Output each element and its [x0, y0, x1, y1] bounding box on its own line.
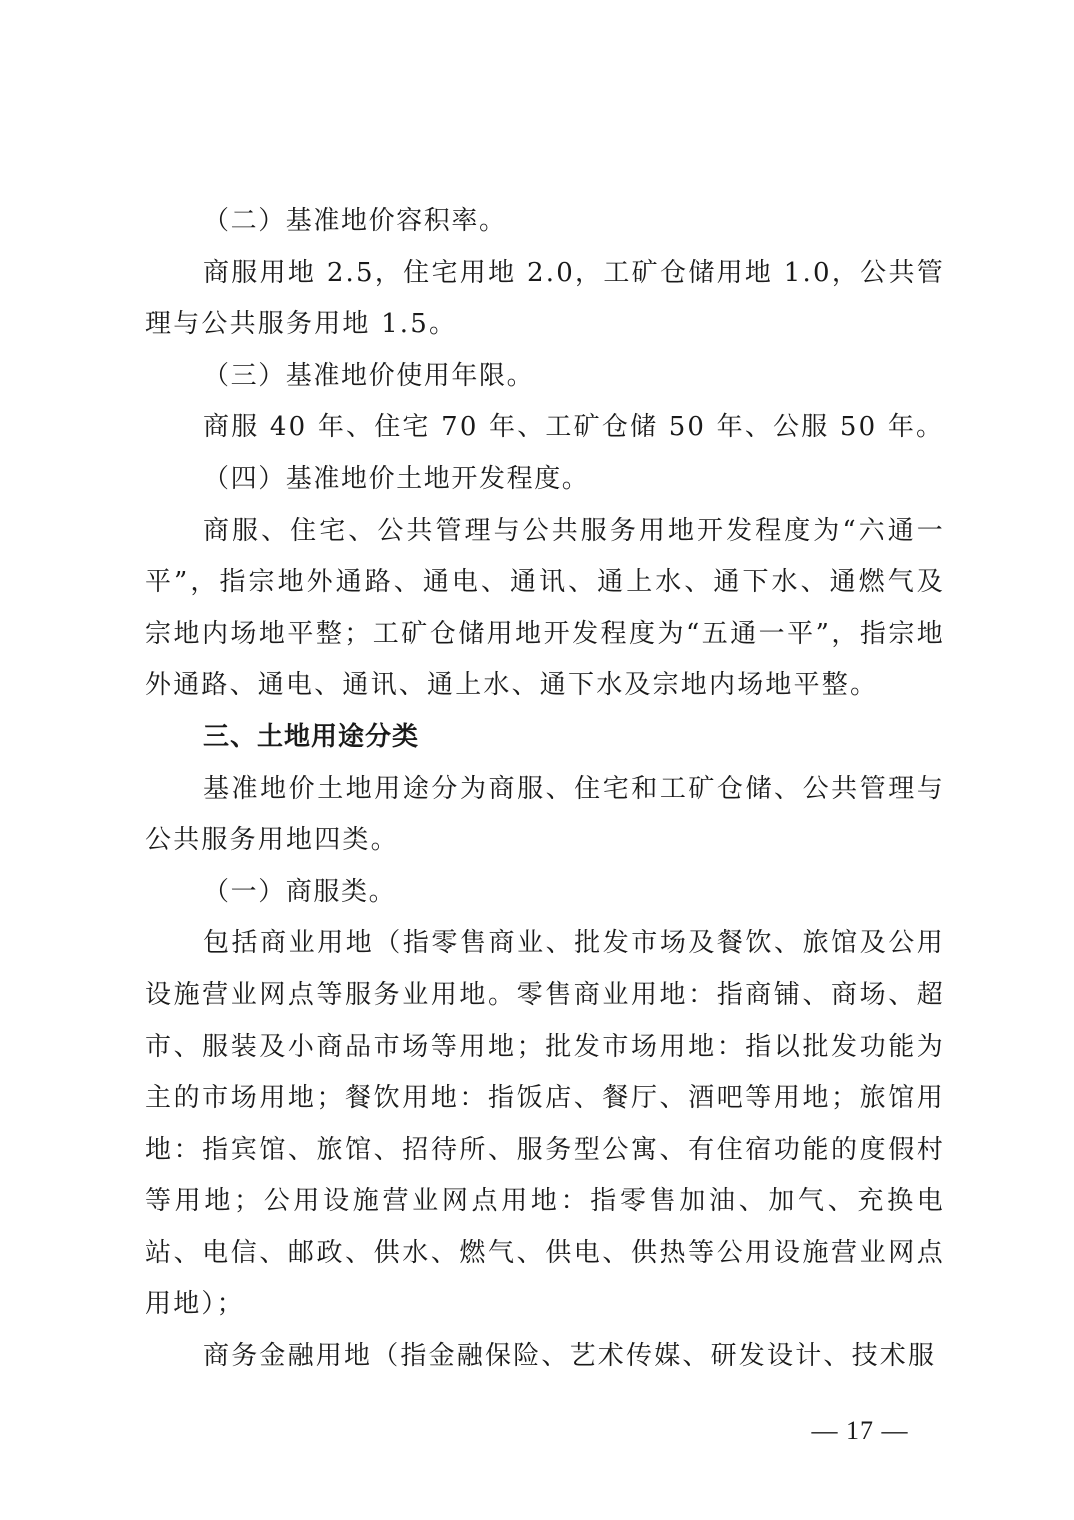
page-number: — 17 — [811, 1416, 909, 1445]
paragraph-land-use-categories: 基准地价土地用途分为商服、住宅和工矿仓储、公共管理与公共服务用地四类。 [145, 773, 945, 856]
paragraph-commercial-land: 包括商业用地（指零售商业、批发市场及餐饮、旅馆及公用设施营业网点等服务业用地。零售商业用地：指商铺、商场、超市、服装及小商品市场等用地；批发市场用地：指以批发功能为主的市场用地；餐饮用地：指饭店、餐厅、酒吧等用地；旅馆用地：指宾馆、旅馆、招待所、服务型公寓、有住宿功能的度假村等用地；公用设施营业网点用地：指零售加油、加气、充换电站、电信、邮政、供水、燃气、供电、供热等公用设施营业网点用地）； [145, 928, 945, 1320]
section-heading-usage-term: （三）基准地价使用年限。 [203, 360, 535, 391]
paragraph-business-finance-land: 商务金融用地（指金融保险、艺术传媒、研发设计、技术服 [203, 1341, 937, 1372]
chapter-heading-land-use-classification: 三、土地用途分类 [203, 721, 420, 752]
section-heading-commercial: （一）商服类。 [203, 876, 397, 907]
paragraph-usage-term-values: 商服 40 年、住宅 70 年、工矿仓储 50 年、公服 50 年。 [203, 412, 945, 443]
section-heading-floor-area-ratio: （二）基准地价容积率。 [203, 206, 507, 236]
paragraph-floor-area-ratio-values: 商服用地 2.5，住宅用地 2.0，工矿仓储用地 1.0，公共管理与公共服务用地 1.5。 [145, 257, 945, 340]
document-body [145, 196, 945, 1383]
section-heading-development-level: （四）基准地价土地开发程度。 [203, 463, 590, 494]
paragraph-development-level: 商服、住宅、公共管理与公共服务用地开发程度为“六通一平”，指宗地外通路、通电、通讯、通上水、通下水、通燃气及宗地内场地平整；工矿仓储用地开发程度为“五通一平”，指宗地外通路、通电、通讯、通上水、通下水及宗地内场地平整。 [145, 515, 945, 701]
